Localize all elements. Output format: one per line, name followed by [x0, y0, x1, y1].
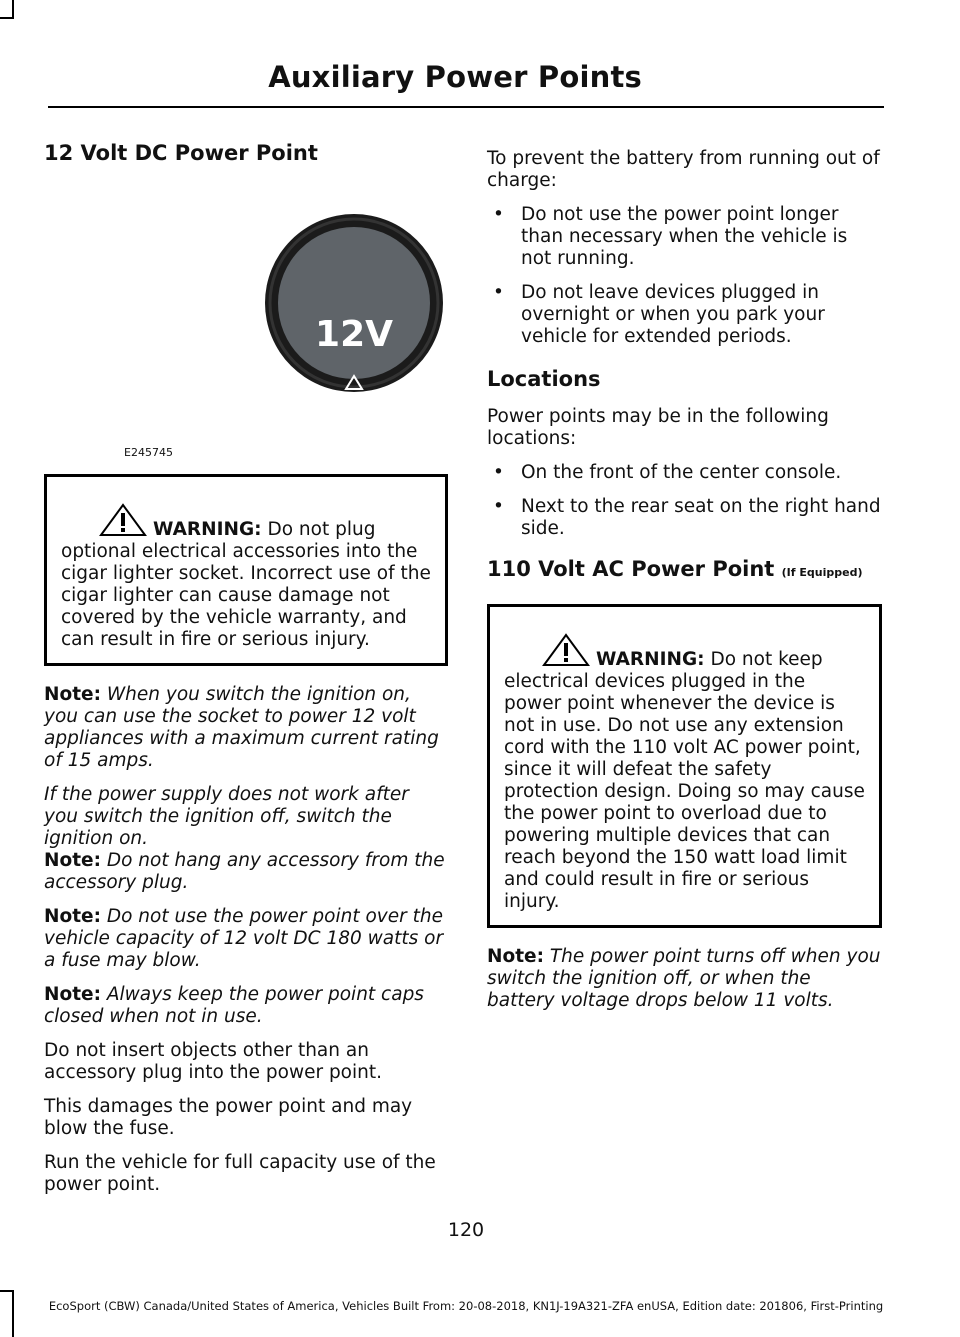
figure-label-12v: 12V — [315, 314, 393, 355]
warning-triangle-icon — [542, 633, 590, 667]
page-number: 120 — [447, 1219, 485, 1241]
figure-id: E245745 — [124, 446, 173, 459]
note-4: Note: Always keep the power point caps closed when not in use. — [44, 984, 424, 1027]
power-point-figure — [44, 170, 448, 470]
paragraph-damage: This damages the power point and may blow the fuse. — [44, 1096, 413, 1139]
crop-mark-top-left-h — [0, 17, 14, 19]
list-item: • Do not use the power point longer than necessary when the vehicle is not running. — [487, 204, 882, 270]
section-heading-12v: 12 Volt DC Power Point — [44, 141, 318, 165]
list-item: • On the front of the center console. — [487, 462, 882, 484]
paragraph-full-capacity: Run the vehicle for full capacity use of the power point. — [44, 1152, 436, 1195]
note-1: Note: When you switch the ignition on, you can use the socket to power 12 volt appliances with a maximum current rating of 15 amps. — [44, 684, 439, 771]
edition-footer: EcoSport (CBW) Canada/United States of America, Vehicles Built From: 20-08-2018, KN1J-19A321-ZFA enUSA, Edition date: 201806, First-Printing — [48, 1299, 884, 1313]
page-title: Auxiliary Power Points — [268, 60, 642, 94]
crop-mark-top-left-v — [12, 0, 14, 18]
warning-text: Do not plug optional electrical accessories into the cigar lighter socket. Incorrect use of the cigar lighter can cause damage not covered by the vehicle warranty, and can result in fire or serious injury. — [61, 519, 431, 650]
right-column — [487, 140, 882, 1012]
note-1-continued: If the power supply does not work after you switch the ignition off, switch the ignition on. — [44, 784, 409, 849]
condition-label: (If Equipped) — [781, 566, 863, 579]
warning-triangle-icon — [99, 503, 147, 537]
locations-bullet-list — [487, 462, 882, 540]
section-heading-110v: 110 Volt AC Power Point (If Equipped) — [487, 557, 863, 581]
list-item: • Do not leave devices plugged in overnight or when you park your vehicle for extended periods. — [487, 282, 882, 348]
warning-label: WARNING: — [596, 649, 705, 670]
power-point-cap-illustration — [261, 170, 447, 436]
crop-mark-bottom-left-h — [0, 1290, 14, 1292]
battery-intro: To prevent the battery from running out of charge: — [487, 148, 880, 191]
warning-label: WARNING: — [153, 519, 262, 540]
crop-mark-bottom-left-v — [12, 1290, 14, 1337]
section-heading-locations: Locations — [487, 367, 601, 391]
warning-box-12v — [44, 474, 448, 666]
warning-box-110v — [487, 604, 882, 928]
battery-bullet-list — [487, 204, 882, 348]
note-2: Note: Do not hang any accessory from the accessory plug. — [44, 850, 445, 893]
header-rule — [48, 106, 884, 108]
list-item: • Next to the rear seat on the right hand side. — [487, 496, 882, 540]
paragraph-insert-objects: Do not insert objects other than an accessory plug into the power point. — [44, 1040, 383, 1083]
locations-intro: Power points may be in the following locations: — [487, 406, 829, 449]
left-column — [44, 140, 448, 1196]
warning-text: Do not keep electrical devices plugged in the power point whenever the device is not in use. Do not use any extension cord with the 110 volt AC power point, since it will defeat the safety protection design. Doing so may cause the power point to overload due to powering multiple devices that can reach beyond the 150 watt load limit and could result in fire or serious injury. — [504, 649, 865, 912]
note-110v: Note: The power point turns off when you switch the ignition off, or when the battery voltage drops below 11 volts. — [487, 946, 881, 1011]
note-3: Note: Do not use the power point over the vehicle capacity of 12 volt DC 180 watts or a fuse may blow. — [44, 906, 444, 971]
